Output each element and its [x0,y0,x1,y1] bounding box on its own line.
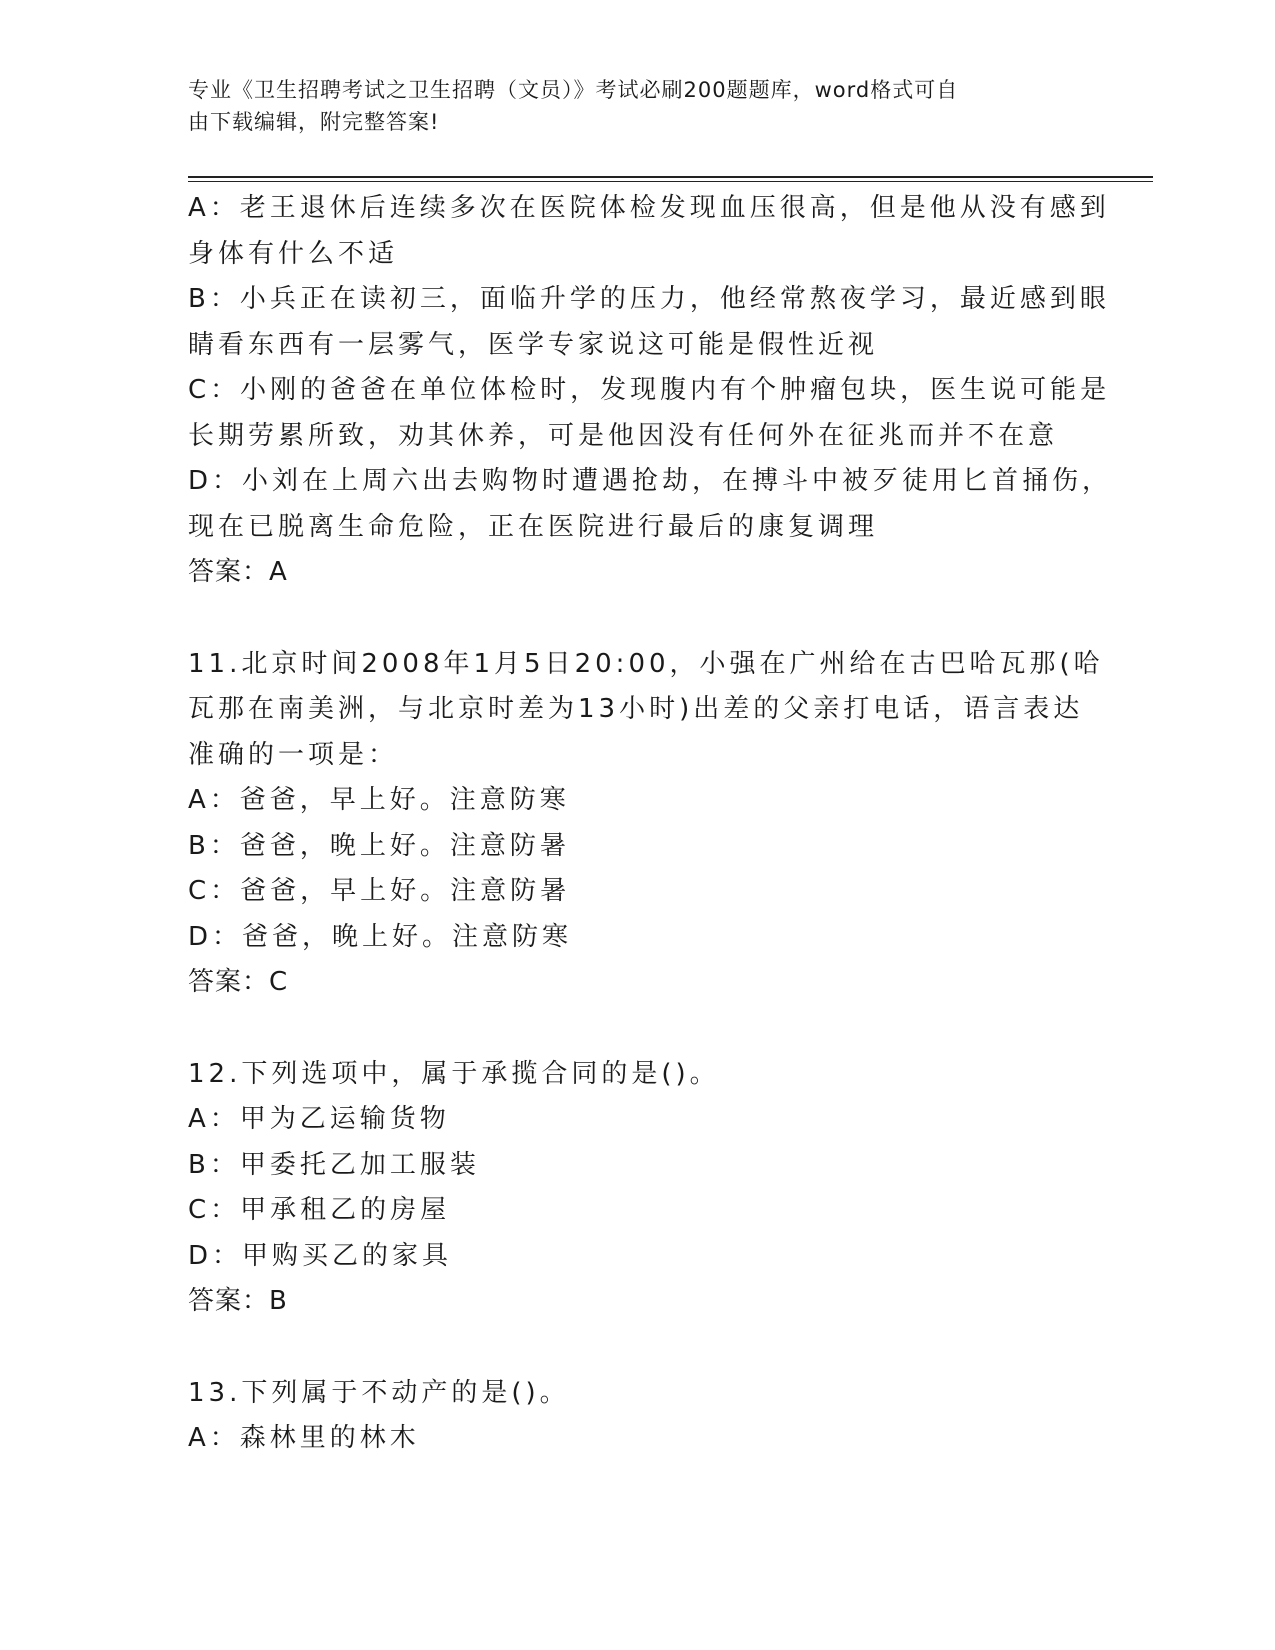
option-a-line-2: 身体有什么不适 [188,238,399,269]
option-b: B：爸爸，晚上好。注意防暑 [188,830,570,861]
question-stem-line-3: 准确的一项是： [188,739,399,770]
question-11 [188,642,1104,1006]
header-line-2: 由下载编辑，附完整答案! [188,110,440,134]
option-a: A：甲为乙运输货物 [188,1104,450,1134]
option-c: C：爸爸，早上好。注意防暑 [188,876,571,906]
option-d-line-2: 现在已脱离生命危险，正在医院进行最后的康复调理 [188,511,879,542]
option-a-line-1: A：老王退休后连续多次在医院体检发现血压很高，但是他从没有感到 [188,193,1110,223]
option-a: A：森林里的林木 [188,1423,420,1453]
question-stem-line-1: 11.北京时间2008年1月5日20:00，小强在广州给在古巴哈瓦那(哈 [188,648,1104,679]
question-stem: 13.下列属于不动产的是()。 [188,1377,570,1408]
document-header [188,74,1068,138]
spacer [188,596,1088,642]
question-stem: 12.下列选项中，属于承揽合同的是()。 [188,1058,720,1089]
option-a: A：爸爸，早上好。注意防寒 [188,785,570,815]
question-stem-line-2: 瓦那在南美洲，与北京时差为13小时)出差的父亲打电话，语言表达 [188,694,1084,724]
option-d-line-1: D：小刘在上周六出去购物时遭遇抢劫，在搏斗中被歹徒用匕首捅伤， [188,466,1113,496]
option-b-line-2: 睛看东西有一层雾气，医学专家说这可能是假性近视 [188,329,879,360]
header-divider-thick [188,176,1153,178]
question-12 [188,1052,1088,1325]
option-d: D：爸爸，晚上好。注意防寒 [188,921,573,952]
answer-line: 答案：B [188,1286,288,1316]
header-divider-thin [188,181,1153,182]
spacer [188,1006,1088,1052]
option-c: C：甲承租乙的房屋 [188,1195,451,1225]
option-c-line-2: 长期劳累所致，劝其休养，可是他因没有任何外在征兆而并不在意 [188,420,1059,451]
answer-line: 答案：C [188,967,289,997]
answer-line: 答案：A [188,557,288,587]
spacer [188,1325,1088,1371]
header-line-1: 专业《卫生招聘考试之卫生招聘（文员）》考试必刷200题题库，word格式可自 [188,78,959,102]
question-list [188,186,1113,1462]
question-10 [188,186,1113,596]
option-d: D：甲购买乙的家具 [188,1240,453,1271]
option-b: B：甲委托乙加工服装 [188,1149,480,1180]
option-b-line-1: B：小兵正在读初三，面临升学的压力，他经常熬夜学习，最近感到眼 [188,284,1110,314]
question-13 [188,1371,1088,1462]
option-c-line-1: C：小刚的爸爸在单位体检时，发现腹内有个肿瘤包块，医生说可能是 [188,375,1111,405]
